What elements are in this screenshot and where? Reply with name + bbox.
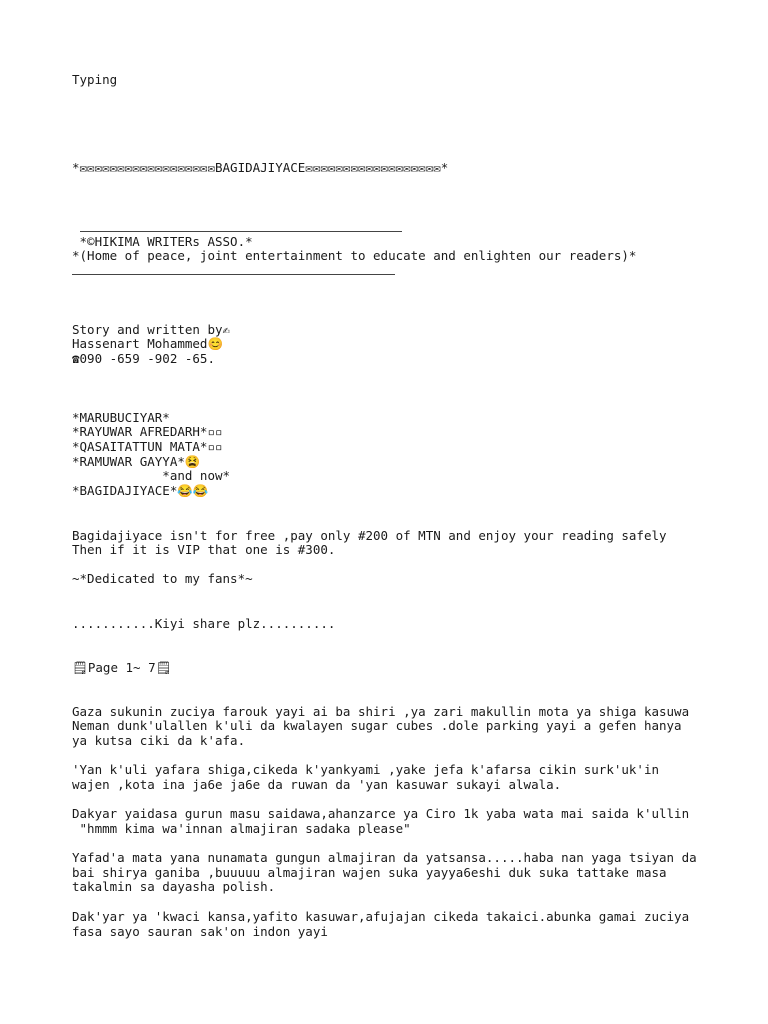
story-paragraph-line: ya kutsa ciki da k'afa. (72, 733, 246, 748)
story-paragraph-line: Gaza sukunin zuciya farouk yayi ai ba shiri ,ya zari makullin mota ya shiga kasuwa (72, 704, 690, 719)
work-item: *MARUBUCIYAR* (72, 410, 170, 425)
author-credit: Story and written by✍ (72, 322, 231, 337)
work-item: *QASAITATTUN MATA*▫▫ (72, 439, 223, 454)
divider-bottom (72, 274, 395, 275)
work-item: *RAMUWAR GAYYA*😫 (72, 454, 201, 469)
author-phone: ☎090 -659 -902 -65. (72, 351, 215, 366)
story-title: *✉✉✉✉✉✉✉✉✉✉✉✉✉✉✉✉✉✉BAGIDAJIYACE✉✉✉✉✉✉✉✉✉✉✉✉✉✉✉✉✉✉* (72, 160, 449, 175)
share-request: ...........Kiyi share plz.......... (72, 616, 336, 631)
story-paragraph-line: Dakyar yaidasa gurun masu saidawa,ahanzarce ya Ciro 1k yaba wata mai saida k'ullin (72, 806, 690, 821)
vip-notice: Then if it is VIP that one is #300. (72, 542, 336, 557)
page-label: 🗒Page 1~ 7🗒 (72, 660, 172, 675)
story-paragraph-line: "hmmm kima wa'innan almajiran sadaka please" (72, 821, 411, 836)
work-item: *RAYUWAR AFREDARH*▫▫ (72, 424, 223, 439)
work-item: *BAGIDAJIYACE*😂😂 (72, 483, 209, 498)
association-name: *©HIKIMA WRITERs ASSO.* (72, 234, 253, 249)
story-paragraph-line: Dak'yar ya 'kwaci kansa,yafito kasuwar,afujajan cikeda takaici.abunka gamai zuciya (72, 909, 690, 924)
story-paragraph-line: 'Yan k'uli yafara shiga,cikeda k'yankyami ,yake jefa k'afarsa cikin surk'uk'in (72, 762, 659, 777)
payment-notice: Bagidajiyace isn't for free ,pay only #200 of MTN and enjoy your reading safely (72, 528, 667, 543)
author-name: Hassenart Mohammed😊 (72, 336, 224, 351)
story-paragraph-line: Yafad'a mata yana nunamata gungun almajiran da yatsansa.....haba nan yaga tsiyan da (72, 850, 697, 865)
story-paragraph-line: fasa sayo sauran sak'on indon yayi (72, 924, 328, 939)
dedication: ~*Dedicated to my fans*~ (72, 571, 253, 586)
story-paragraph-line: Neman dunk'ulallen k'uli da kwalayen sugar cubes .dole parking yayi a gefen hanya (72, 718, 682, 733)
story-paragraph-line: bai shirya ganiba ,buuuuu almajiran wajen suka yayya6eshi duk suka tattake masa (72, 865, 667, 880)
divider-top (80, 231, 402, 232)
story-paragraph-line: takalmin sa dayasha polish. (72, 879, 276, 894)
work-item: *and now* (72, 468, 231, 483)
story-paragraph-line: wajen ,kota ina ja6e ja6e da ruwan da 'yan kasuwar sukayi alwala. (72, 777, 562, 792)
header-label: Typing (72, 72, 118, 87)
association-tagline: *(Home of peace, joint entertainment to educate and enlighten our readers)* (72, 248, 637, 263)
